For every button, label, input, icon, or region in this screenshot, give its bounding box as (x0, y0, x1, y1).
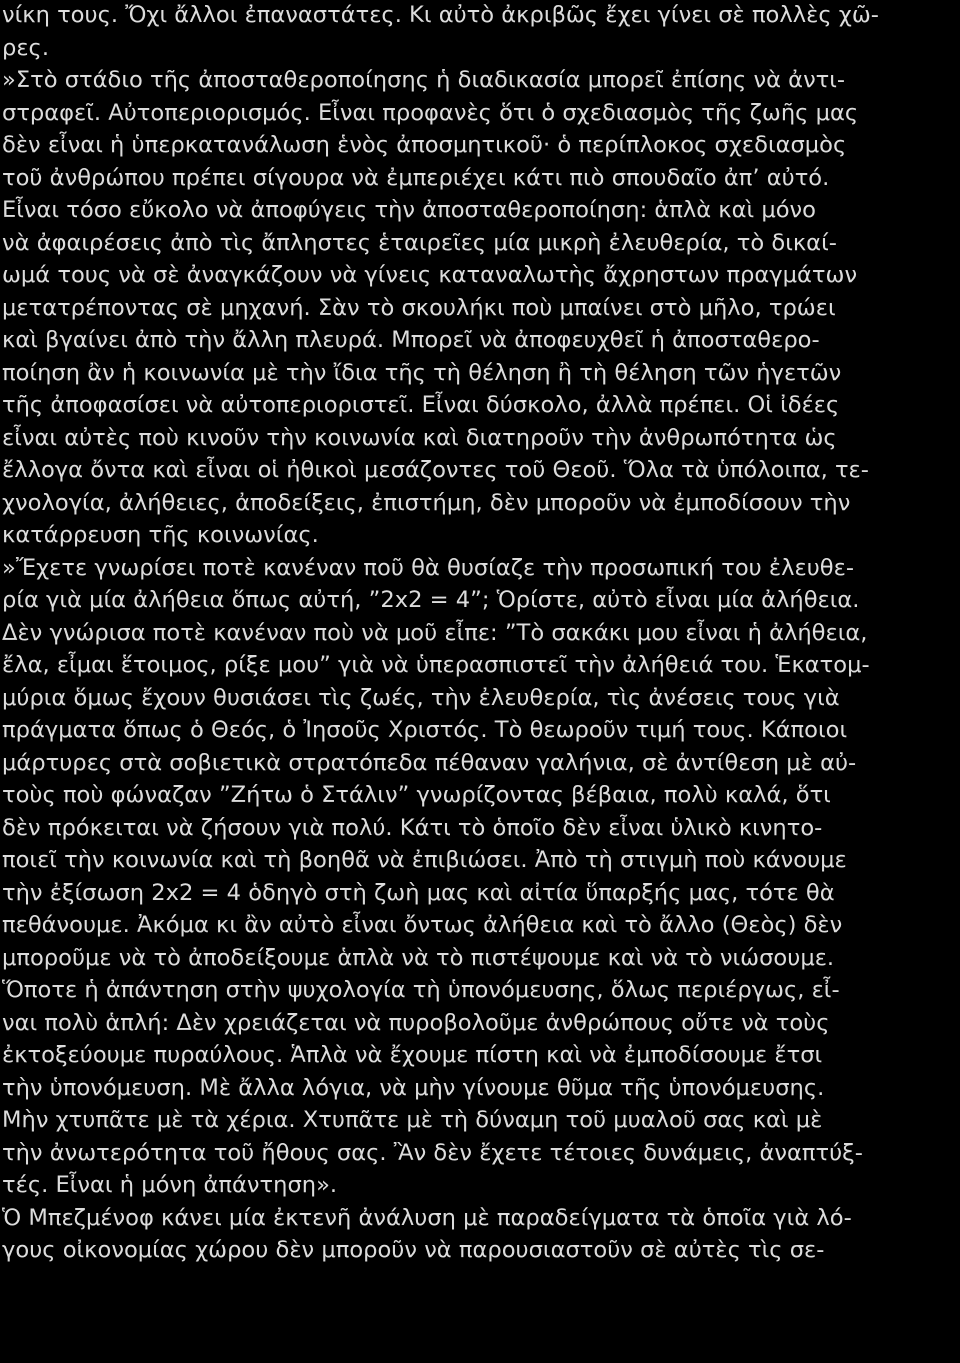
text-line: γους οἰκονομίας χώρου δὲν μποροῦν νὰ παρουσιαστοῦν σὲ αὐτὲς τὶς σε- (2, 1237, 825, 1263)
text-line: ἔλα, εἶμαι ἕτοιμος, ρίξε μου” γιὰ νὰ ὑπερασπιστεῖ τὴν ἀλήθειά του. Ἑκατομ- (2, 652, 870, 678)
text-line: στραφεῖ. Αὐτοπεριορισμός. Εἶναι προφανὲς ὅτι ὁ σχεδιασμὸς τῆς ζωῆς μας (2, 99, 859, 126)
text-line: χνολογία, ἀλήθειες, ἀποδείξεις, ἐπιστήμη, δὲν μποροῦν νὰ ἐμποδίσουν τὴν (2, 489, 851, 516)
text-line: δὲν πρόκειται νὰ ζήσουν γιὰ πολύ. Κάτι τὸ ὁποῖο δὲν εἶναι ὑλικὸ κινητο- (2, 814, 823, 841)
text-line: »Ἔχετε γνωρίσει ποτὲ κανέναν ποῦ θὰ θυσίαζε τὴν προσωπική του ἐλευθε- (2, 554, 854, 581)
text-line: ωμά τους νὰ σὲ ἀναγκάζουν νὰ γίνεις καταναλωτὴς ἄχρηστων πραγμάτων (2, 262, 858, 288)
text-line: νὰ ἀφαιρέσεις ἀπὸ τὶς ἄπληστες ἑταιρεῖες μία μικρὴ ἐλευθερία, τὸ δικαί- (2, 229, 837, 256)
body-text (2, 0, 960, 1267)
text-line: ποιεῖ τὴν κοινωνία καὶ τὴ βοηθᾶ νὰ ἐπιβιώσει. Ἀπὸ τὴ στιγμὴ ποὺ κάνουμε (2, 847, 847, 873)
text-line: ἔλλογα ὄντα καὶ εἶναι οἱ ἠθικοὶ μεσάζοντες τοῦ Θεοῦ. Ὅλα τὰ ὑπόλοιπα, τε- (2, 457, 869, 483)
text-line: πεθάνουμε. Ἀκόμα κι ἂν αὐτὸ εἶναι ὄντως ἀλήθεια καὶ τὸ ἄλλο (Θεὸς) δὲν (2, 912, 843, 938)
text-line: τοῦ ἀνθρώπου πρέπει σίγουρα νὰ ἐμπεριέχει κάτι πιὸ σπουδαῖο ἀπ’ αὐτό. (2, 164, 830, 191)
text-line: τὴν ἀνωτερότητα τοῦ ἤθους σας. Ἂν δὲν ἔχετε τέτοιες δυνάμεις, ἀναπτύξ- (2, 1139, 863, 1166)
text-line: »Στὸ στάδιο τῆς ἀποσταθεροποίησης ἡ διαδικασία μπορεῖ ἐπίσης νὰ ἀντι- (2, 67, 846, 93)
text-line: Μὴν χτυπᾶτε μὲ τὰ χέρια. Χτυπᾶτε μὲ τὴ δύναμη τοῦ μυαλοῦ σας καὶ μὲ (2, 1107, 823, 1133)
text-line: τὴν ἐξίσωση 2x2 = 4 ὁδηγὸ στὴ ζωὴ μας καὶ αἰτία ὕπαρξής μας, τότε θὰ (2, 879, 835, 906)
text-line: καὶ βγαίνει ἀπὸ τὴν ἄλλη πλευρά. Μπορεῖ νὰ ἀποφευχθεῖ ἡ ἀποσταθερο- (2, 327, 820, 353)
text-line: Ὁ Μπεζμένοφ κάνει μία ἐκτενῆ ἀνάλυση μὲ παραδείγματα τὰ ὁποῖα γιὰ λό- (2, 1204, 852, 1231)
text-line: μετατρέποντας σὲ μηχανή. Σὰν τὸ σκουλήκι ποὺ μπαίνει στὸ μῆλο, τρώει (2, 294, 836, 321)
text-line: κατάρρευση τῆς κοινωνίας. (2, 522, 319, 548)
text-line: μάρτυρες στὰ σοβιετικὰ στρατόπεδα πέθαναν γαλήνια, σὲ ἀντίθεση μὲ αὐ- (2, 749, 857, 776)
text-line: Εἶναι τόσο εὔκολο νὰ ἀποφύγεις τὴν ἀποσταθεροποίηση: ἁπλὰ καὶ μόνο (2, 197, 816, 223)
text-line: πράγματα ὅπως ὁ Θεός, ὁ Ἰησοῦς Χριστός. Τὸ θεωροῦν τιμή τους. Κάποιοι (2, 717, 848, 743)
text-line: δὲν εἶναι ἡ ὑπερκατανάλωση ἑνὸς ἀποσμητικοῦ· ὁ περίπλοκος σχεδιασμὸς (2, 132, 847, 158)
text-line: τῆς ἀποφασίσει νὰ αὐτοπεριοριστεῖ. Εἶναι δύσκολο, ἀλλὰ πρέπει. Οἱ ἰδέες (2, 392, 840, 418)
text-line: ναι πολὺ ἁπλή: Δὲν χρειάζεται νὰ πυροβολοῦμε ἀνθρώπους οὔτε νὰ τοὺς (2, 1009, 830, 1036)
text-line: εἶναι αὐτὲς ποὺ κινοῦν τὴν κοινωνία καὶ διατηροῦν τὴν ἀνθρωπότητα ὡς (2, 424, 837, 451)
text-line: ἐκτοξεύουμε πυραύλους. Ἁπλὰ νὰ ἔχουμε πίστη καὶ νὰ ἐμποδίσουμε ἔτσι (2, 1042, 823, 1068)
text-line: Δὲν γνώρισα ποτὲ κανέναν ποὺ νὰ μοῦ εἶπε: ”Τὸ σακάκι μου εἶναι ἡ ἀλήθεια, (2, 619, 868, 646)
text-line: τές. Εἶναι ἡ μόνη ἀπάντηση». (2, 1172, 338, 1198)
text-line: τὴν ὑπονόμευση. Μὲ ἄλλα λόγια, νὰ μὴν γίνουμε θῦμα τῆς ὑπονόμευσης. (2, 1074, 825, 1101)
text-line: μποροῦμε νὰ τὸ ἀποδείξουμε ἁπλὰ νὰ τὸ πιστέψουμε καὶ νὰ τὸ νιώσουμε. (2, 944, 835, 971)
text-line: τοὺς ποὺ φώναζαν ”Ζήτω ὁ Στάλιν” γνωρίζοντας βέβαια, πολὺ καλά, ὅτι (2, 782, 831, 808)
text-line: ρες. (2, 34, 49, 61)
text-line: μύρια ὅμως ἔχουν θυσιάσει τὶς ζωές, τὴν ἐλευθερία, τὶς ἀνέσεις τους γιὰ (2, 684, 840, 711)
text-line: ρία γιὰ μία ἀλήθεια ὅπως αὐτή, ”2x2 = 4”; Ὁρίστε, αὐτὸ εἶναι μία ἀλήθεια. (2, 587, 860, 613)
text-line: ποίηση ἂν ἡ κοινωνία μὲ τὴν ἴδια τῆς τὴ θέληση ἢ τὴ θέληση τῶν ἡγετῶν (2, 359, 842, 386)
text-line: νίκη τους. Ὄχι ἄλλοι ἐπαναστάτες. Κι αὐτὸ ἀκριβῶς ἔχει γίνει σὲ πολλὲς χῶ- (2, 2, 879, 28)
text-line: Ὅποτε ἡ ἀπάντηση στὴν ψυχολογία τὴ ὑπονόμευσης, ὅλως περιέργως, εἶ- (2, 977, 840, 1003)
